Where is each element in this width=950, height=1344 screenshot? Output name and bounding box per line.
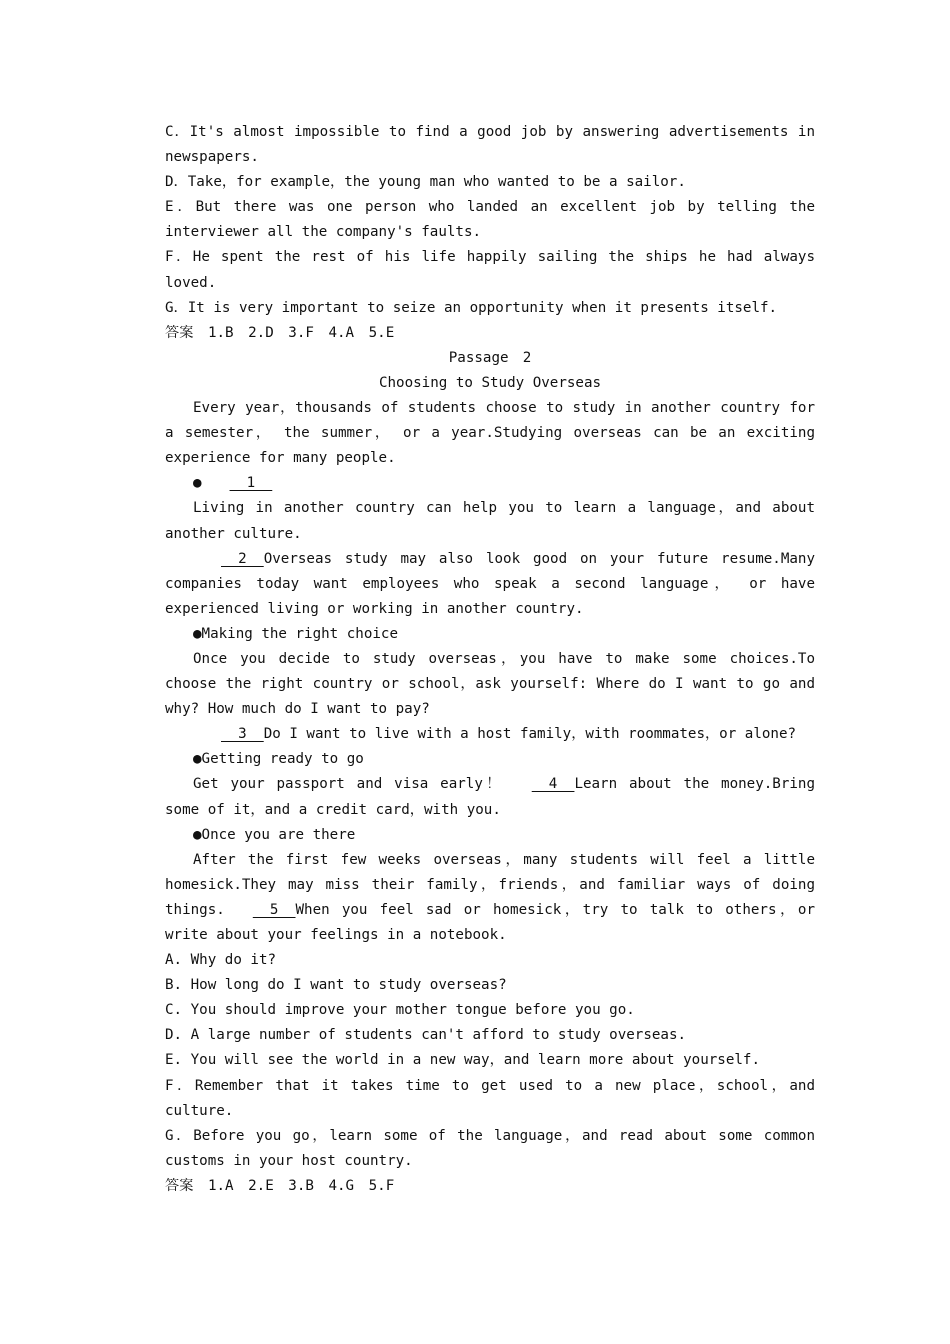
- answer-item: 2.E: [248, 1177, 274, 1194]
- option-a: A. Why do it?: [165, 952, 277, 969]
- answer-item: 4.G: [328, 1177, 355, 1194]
- option-b: B. How long do I want to study overseas?: [165, 977, 507, 994]
- there-text-b: When you feel sad or homesick，try to talk to others，or write about your feelings in a notebook.: [165, 901, 815, 943]
- passage-heading: Passage 2: [448, 349, 532, 366]
- answer-item: 2.D: [248, 324, 274, 341]
- option-g: G．Before you go，learn some of the language，and read about some common customs in your host country.: [165, 1127, 815, 1169]
- answer-item: 1.B: [207, 324, 234, 341]
- blank-4: 4: [531, 776, 575, 793]
- option-d: D. A large number of students can't afford to study overseas.: [165, 1027, 687, 1044]
- blank-2: 2: [221, 550, 264, 567]
- ready-text-a: Get your passport and visa early！: [193, 776, 504, 793]
- section-heading-ready: ●Getting ready to go: [193, 751, 364, 768]
- answer-label: 答案: [165, 324, 194, 341]
- answer-item: 5.E: [368, 324, 395, 341]
- answer-item: 3.B: [288, 1177, 314, 1194]
- blank-heading-1: [165, 471, 815, 496]
- there-text-a: After the first few weeks overseas，many students will feel a little homesick.They may miss their family，friends，and familiar ways of doing things.: [165, 851, 815, 918]
- option-g: G．It is very important to seize an opportunity when it presents itself.: [165, 299, 778, 316]
- host-text: Do I want to live with a host family，with roommates，or alone?: [263, 726, 797, 743]
- answer-item: 4.A: [328, 324, 355, 341]
- bullet: ●: [193, 475, 202, 492]
- host-paragraph: [165, 722, 815, 747]
- answer-item: 3.F: [288, 324, 314, 341]
- choice-paragraph: Once you decide to study overseas，you have to make some choices.To choose the right country or school，ask yourself: Where do I want to go and why? How much do I want to pay?: [165, 650, 815, 718]
- option-f: F．He spent the rest of his life happily sailing the ships he had always loved.: [165, 249, 815, 291]
- resume-text: Overseas study may also look good on your future resume.Many companies today want employees who speak a second language， or have experienced living or working in another country.: [165, 550, 815, 617]
- answer-item: 1.A: [207, 1177, 234, 1194]
- option-d: D．Take，for example，the young man who wanted to be a sailor.: [165, 174, 686, 191]
- option-f: F．Remember that it takes time to get used to a new place，school，and culture.: [165, 1077, 815, 1119]
- blank-5: 5: [252, 901, 296, 918]
- answer-item: 5.F: [368, 1177, 395, 1194]
- section-heading-there: ●Once you are there: [193, 826, 356, 843]
- option-e: E．But there was one person who landed an excellent job by telling the interviewer all the company's faults.: [165, 199, 815, 241]
- section-heading-choice: ●Making the right choice: [193, 625, 398, 642]
- answer-label: 答案: [165, 1177, 194, 1194]
- resume-paragraph: [165, 547, 815, 622]
- answer-line-passage2: [165, 1174, 815, 1199]
- blank-3: 3: [221, 726, 264, 743]
- option-c: C．It's almost impossible to find a good job by answering advertisements in newspapers.: [165, 124, 815, 166]
- living-paragraph: Living in another country can help you to learn a language，and about another culture.: [165, 500, 815, 542]
- intro-paragraph: Every year，thousands of students choose to study in another country for a semester， the summer， or a year.Studying overseas can be an exciting experience for many people.: [165, 400, 815, 467]
- ready-text-b: Learn about the money.Bring some of it，and a credit card，with you.: [165, 776, 815, 818]
- document-page: [165, 120, 815, 1199]
- ready-paragraph: [165, 772, 815, 822]
- option-c: C. You should improve your mother tongue before you go.: [165, 1002, 635, 1019]
- there-paragraph: [165, 848, 815, 948]
- blank-1: 1: [229, 475, 273, 492]
- answer-line-passage1: [165, 321, 815, 346]
- passage-title: Choosing to Study Overseas: [378, 374, 602, 391]
- option-e: E. You will see the world in a new way，and learn more about yourself.: [165, 1052, 761, 1069]
